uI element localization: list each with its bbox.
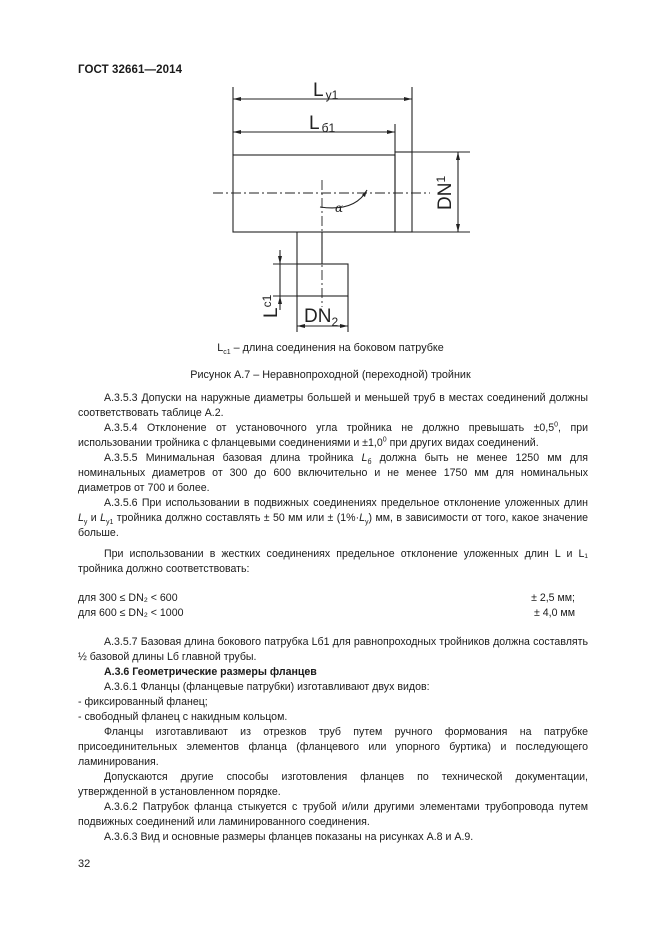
para-a353: А.3.5.3 Допуски на наружные диаметры большей и меньшей труб в местах соединений должны соответствовать таблице А.2.	[78, 392, 588, 419]
main-pipe-socket	[395, 152, 412, 232]
lb1-label: L	[309, 113, 320, 134]
dn1-sub: 1	[434, 175, 448, 183]
ly1-sub: у1	[325, 88, 339, 102]
page-number: 32	[78, 858, 91, 870]
para-a363: А.3.6.3 Вид и основные размеры фланцев показаны на рисунках А.8 и А.9.	[104, 831, 474, 843]
para-a357: А.3.5.7 Базовая длина бокового патрубка Lб1 для равнопроходных тройников должна составлять ½ базовой длины Lб главной трубы.	[78, 636, 588, 663]
figure-legend: $L_{с1}$ – длина соединения на боковом патрубке	[217, 342, 444, 357]
tolerance-row-2: для 600 ≤ DN₂ < 1000 ± 4,0 мм	[78, 607, 575, 619]
main-pipe	[233, 155, 395, 232]
lb1-sub: б1	[321, 121, 336, 135]
tolerance-row-1: для 300 ≤ DN₂ < 600 ± 2,5 мм;	[78, 592, 575, 604]
document-header: ГОСТ 32661—2014	[78, 64, 183, 76]
para-a355: А.3.5.5 Минимальная базовая длина тройника $L_б$ должна быть не менее 1250 мм для номинальных диаметров от 300 до 600 включительно и не менее 1750 мм для номинальных диаметров от 700 и более.	[78, 452, 589, 494]
branch-socket	[297, 264, 348, 296]
para-flange-make: Фланцы изготавливают из отрезков труб путем ручного формования на патрубке присоединительных элементов фланца (фланцевого или упорного буртика) и последующего ламинирования.	[78, 726, 588, 768]
svg-text:Lу1	[313, 82, 339, 102]
ly1-label: L	[313, 82, 324, 101]
dn1-label: DN	[435, 182, 456, 210]
body-text	[78, 391, 588, 845]
list-item: - фиксированный фланец;	[78, 696, 208, 708]
para-a361: А.3.6.1 Фланцы (фланцевые патрубки) изготавливают двух видов:	[104, 681, 430, 693]
para-a362: А.3.6.2 Патрубок фланца стыкуется с трубой и/или другими элементами трубопровода путем подвижных соединений или ламинированного соединения.	[78, 801, 588, 828]
dn2-label: DN	[304, 306, 332, 327]
lc1-sub: c1	[260, 294, 274, 308]
svg-text:Lб1	[309, 113, 335, 135]
lc1-label: L	[261, 307, 282, 318]
tee-drawing	[205, 82, 475, 342]
para-flange-other: Допускаются другие способы изготовления фланцев по технической документации, утвержденной в установленном порядке.	[78, 771, 588, 798]
dn2-sub: 2	[331, 315, 339, 329]
svg-text:Lc1	[260, 294, 282, 318]
alpha-label: α	[335, 201, 344, 215]
figure-caption: Рисунок А.7 – Неравнопроходной (переходной) тройник	[190, 369, 471, 381]
para-a356: А.3.5.6 При использовании в подвижных соединениях предельное отклонение уложенных длин $L_у$ и $L_{у1}$ тройника должно составлять ± 50 мм или ± $(1\%\cdot L_у)$ мм, в зависимости от того, какое значение больше.	[78, 497, 589, 539]
section-heading-a36: А.3.6 Геометрические размеры фланцев	[104, 666, 317, 678]
para-rigid: При использовании в жестких соединениях предельное отклонение уложенных длин L и L₁ тройника должно соответствовать:	[78, 548, 588, 575]
svg-text:DN2	[304, 306, 338, 329]
list-item: - свободный фланец с накидным кольцом.	[78, 711, 288, 723]
branch-pipe	[297, 232, 322, 264]
para-a354: А.3.5.4 Отклонение от установочного угла тройника не должно превышать $\pm 0,5^0$, при использовании тройника с фланцевыми соединениями $и \pm 1,0^0$ при других видах соединений.	[78, 421, 588, 449]
svg-text:DN1	[434, 176, 456, 210]
